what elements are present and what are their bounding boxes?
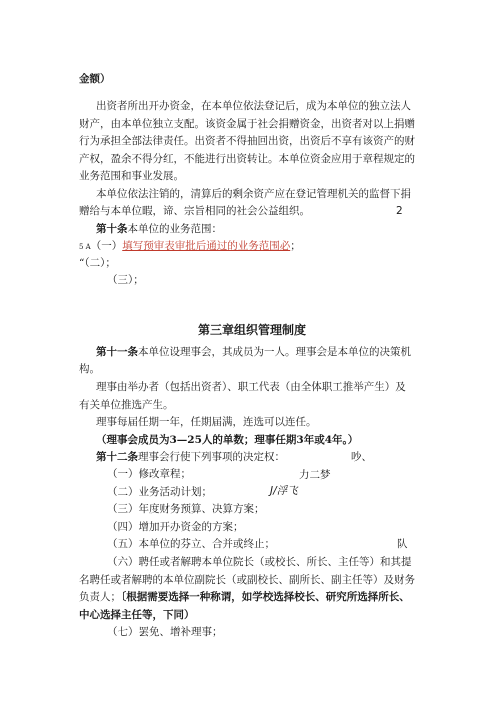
list-item: （七）罢免、增补理事； [107,626,223,638]
list-item: （一）修改章程； [107,468,191,480]
article-line [96,450,285,464]
article-number: 第十条 [96,223,128,235]
text-line: 金额） [79,73,111,85]
text-line [79,256,116,270]
text-line: 行为承担全部法律责任。出资者不得抽回出资，出资后不享有该资产的财 [79,135,415,147]
list-item: （五）本单位的芬立、合并或终止； [107,538,275,550]
article-text: 本单位的业务范围： [127,223,222,235]
list-item: （二）业务活动计划； [107,486,212,498]
text-line: 出资者所出开办资金，在本单位依法登记后，成为本单位的独立法人 [96,100,411,112]
handwritten-mark: J/浮飞 [270,485,298,497]
text-line: （三）； [107,274,144,286]
margin-mark: 5 A [79,243,91,251]
text-line: 理事由举办者（包括出资者）、职工代表（由全体职工推举产生）及 [96,381,406,393]
text-line: 产权，盈余不得分红，不能进行出资转让。本单位资金应用于章程规定的 [79,153,415,165]
text-line: 业务范围和事业发展。 [79,170,184,182]
list-item: （四）增加开办资金的方案； [107,521,244,533]
text-line: 理事每届任期一年，任期届满，连选可以连任。 [96,416,317,428]
list-item: （三）年度财务预算、决算方案； [107,503,265,515]
text-line [79,590,410,604]
text-line: 名聘任或者解聘的本单位副院长（或副校长、副所长、副主任等）及财务 [79,574,415,586]
article-number: 第十二条 [96,451,138,463]
list-item: （六）聘任或者解聘本单位院长（或校长、所长、主任等）和其提 [107,556,412,568]
text-line: 有关单位推选产生。 [79,399,174,411]
text-line: 财产，由本单位独立支配。该资金属于社会捐赠资金，出资者对以上捐赠 [79,118,415,130]
highlighted-text: 填写预审表审批后通过的业务范围必 [122,240,291,252]
article-line [96,345,411,359]
note-line: 中心选择主任等，下同） [79,609,195,621]
note-segment: 〔根据需要选择一种称谓，如学校选择校长、研究所选择所长、 [121,591,410,603]
text-line: 构。 [79,363,100,375]
handwritten-mark: 队 [397,538,408,550]
handwritten-mark: 吵、 [351,451,372,463]
page-number: 2 [396,205,403,217]
text-line: 赠给与本单位暇，谛、宗旨相同的社会公益组织。 [79,205,310,217]
item-label: （一） [90,240,123,252]
note-line: （理事会成员为3—25人的单数；理事任期3年或4年。） [96,434,359,446]
margin-mark: “ [79,257,85,269]
handwritten-mark: 力二梦 [299,469,331,481]
article-text: 理事会行使下列事项的决定权： [138,451,285,463]
article-text: 本单位设理事会，其成员为一人。理事会是本单位的决策机 [138,346,411,358]
text-segment: 负责人； [79,591,121,603]
article-line [96,222,222,236]
item-text: （二）； [84,257,116,269]
text-line [79,239,301,254]
text-line: 本单位依法注销的，清算后的剩余资产应在登记管理机关的监督下捐 [96,188,411,200]
item-end: ； [290,240,301,252]
article-number: 第十一条 [96,346,138,358]
chapter-heading: 第三章组织管理制度 [198,323,307,337]
